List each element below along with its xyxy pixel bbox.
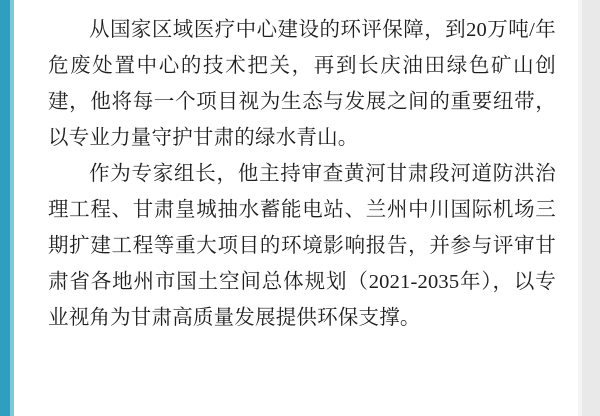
paragraph-1: 从国家区域医疗中心建设的环评保障，到20万吨/年危废处置中心的技术把关，再到长庆油田绿色矿山创建，他将每一个项目视为生态与发展之间的重要纽带，以专业力量守护甘肃的绿水青山。 xyxy=(48,19,556,149)
document-body xyxy=(14,0,578,416)
right-margin-band xyxy=(582,0,600,416)
paragraph-2: 作为专家组长，他主持审查黄河甘肃段河道防洪治理工程、甘肃皇城抽水蓄能电站、兰州中川国际机场三期扩建工程等重大项目的环境影响报告，并参与评审甘肃省各地州市国土空间总体规划（2021-2035年），以专业视角为甘肃高质量发展提供环保支撑。 xyxy=(48,163,556,329)
left-accent-band xyxy=(0,0,10,416)
